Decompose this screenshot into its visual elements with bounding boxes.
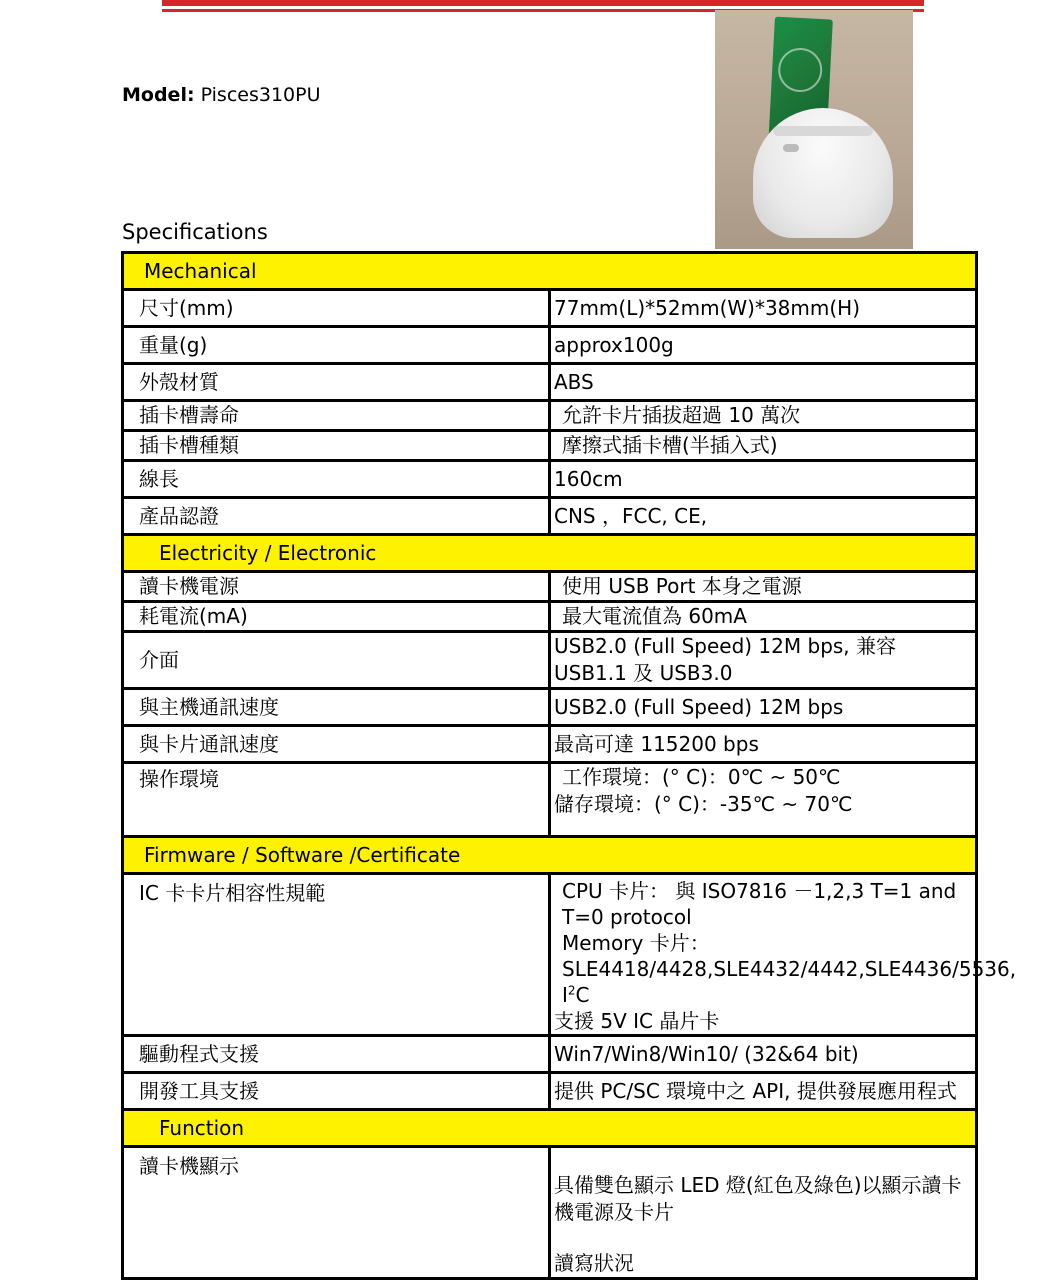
section-title: Electricity / Electronic <box>123 535 977 572</box>
row-value: 摩擦式插卡槽(半插入式) <box>562 433 778 457</box>
row-label: 驅動程式支援 <box>123 1036 550 1073</box>
row-label: 尺寸(mm) <box>123 290 550 327</box>
table-row <box>123 498 977 535</box>
model-label: Model: <box>122 84 195 106</box>
section-title: Firmware / Software /Certificate <box>123 837 977 874</box>
row-label: 產品認證 <box>123 498 550 535</box>
row-value-line: CPU 卡片： 與 ISO7816 －1,2,3 T=1 and T=0 protocol <box>562 879 957 929</box>
row-value: USB2.0 (Full Speed) 12M bps <box>550 689 977 726</box>
table-row <box>123 364 977 401</box>
row-label: 開發工具支援 <box>123 1073 550 1110</box>
row-value: 77mm(L)*52mm(W)*38mm(H) <box>550 290 977 327</box>
row-value-line <box>554 956 1017 1008</box>
header-rule-thick <box>162 0 924 6</box>
table-row <box>123 874 977 1036</box>
section-title: Function <box>123 1110 977 1147</box>
section-title: Mechanical <box>123 253 977 290</box>
row-label: 耗電流(mA) <box>123 602 550 632</box>
table-row <box>123 602 977 632</box>
spec-table <box>121 251 1017 1280</box>
row-value: 使用 USB Port 本身之電源 <box>562 574 802 598</box>
row-value: 允許卡片插拔超過 10 萬次 <box>562 403 801 427</box>
row-value: ABS <box>550 364 977 401</box>
row-value-line: 讀寫狀況 <box>554 1251 634 1275</box>
table-row <box>123 431 977 461</box>
row-value-line: 儲存環境：(° C)：-35℃ ~ 70℃ <box>554 792 853 816</box>
section-header-electricity <box>123 535 977 572</box>
table-row <box>123 1073 977 1110</box>
model-line <box>122 84 321 106</box>
table-row <box>123 632 977 689</box>
row-value-line: 具備雙色顯示 LED 燈(紅色及綠色)以顯示讀卡機電源及卡片 <box>554 1173 962 1224</box>
section-header-function <box>123 1110 977 1147</box>
row-label: 插卡槽種類 <box>123 431 550 461</box>
table-row <box>123 689 977 726</box>
row-label: 與卡片通訊速度 <box>123 726 550 763</box>
model-value: Pisces310PU <box>200 84 321 106</box>
row-value: 最大電流值為 60mA <box>562 604 747 628</box>
row-label: 外殼材質 <box>123 364 550 401</box>
row-value: CNS ，FCC, CE, <box>550 498 977 535</box>
section-header-mechanical <box>123 253 977 290</box>
table-row <box>123 763 977 837</box>
row-value: Win7/Win8/Win10/ (32&64 bit) <box>550 1036 977 1073</box>
row-value: approx100g <box>550 327 977 364</box>
row-label: 介面 <box>123 632 550 689</box>
row-label: 讀卡機顯示 <box>123 1147 550 1279</box>
i2c-superscript: 2 <box>567 983 576 998</box>
table-row <box>123 461 977 498</box>
row-label: 讀卡機電源 <box>123 572 550 602</box>
section-header-firmware <box>123 837 977 874</box>
table-row <box>123 572 977 602</box>
row-value-line: Memory 卡片： <box>562 931 710 955</box>
table-row <box>123 401 977 431</box>
reader-led <box>783 144 799 152</box>
row-label: IC 卡卡片相容性規範 <box>123 874 550 1036</box>
row-value-line: 支援 5V IC 晶片卡 <box>554 1009 720 1033</box>
row-label: 插卡槽壽命 <box>123 401 550 431</box>
i2c-tail: C <box>575 983 590 1007</box>
row-value: USB2.0 (Full Speed) 12M bps, 兼容 USB1.1 及 USB3.0 <box>550 632 977 689</box>
row-label: 與主機通訊速度 <box>123 689 550 726</box>
table-row <box>123 327 977 364</box>
row-value: 提供 PC/SC 環境中之 API, 提供發展應用程式 <box>550 1073 977 1110</box>
row-label: 重量(g) <box>123 327 550 364</box>
row-label: 線長 <box>123 461 550 498</box>
card-reader-photo-icon <box>715 10 913 249</box>
table-row <box>123 1036 977 1073</box>
reader-slot <box>773 126 873 136</box>
specifications-title: Specifications <box>122 220 268 244</box>
table-row <box>123 726 977 763</box>
memory-card-list: SLE4418/4428,SLE4432/4442,SLE4436/5536, I <box>562 957 1017 1007</box>
table-row <box>123 290 977 327</box>
row-value: 最高可達 115200 bps <box>550 726 977 763</box>
table-row <box>123 1147 977 1279</box>
row-value-line: 工作環境：(° C)：0℃ ~ 50℃ <box>562 765 841 789</box>
row-value: 160cm <box>550 461 977 498</box>
row-label: 操作環境 <box>123 763 550 837</box>
